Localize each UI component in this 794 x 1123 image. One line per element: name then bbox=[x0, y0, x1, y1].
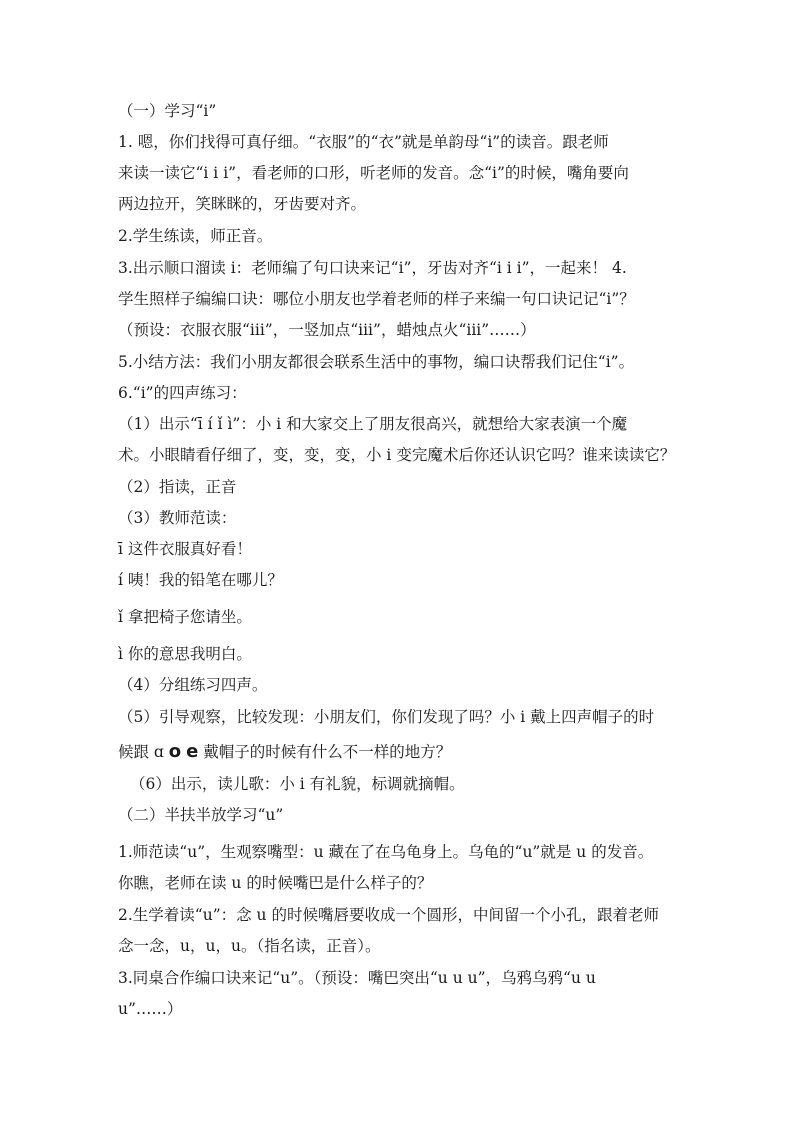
paragraph-line: 念一念，u，u，u。（指名读，正音）。 bbox=[118, 937, 381, 955]
paragraph-line: 来读一读它“i i i”，看老师的口形，听老师的发音。念“i”的时候，嘴角要向 bbox=[118, 164, 629, 182]
paragraph-line: 2.生学着读“u”：念 u 的时候嘴唇要收成一个圆形，中间留一个小孔，跟着老师 bbox=[118, 906, 659, 924]
vowel-e: e bbox=[186, 741, 199, 762]
vowel-o: o bbox=[168, 741, 182, 762]
section-heading-u: （二）半扶半放学习“u” bbox=[118, 806, 284, 824]
paragraph-line: 2.学生练读，师正音。 bbox=[118, 227, 273, 245]
paragraph-line: （5）引导观察，比较发现：小朋友们，你们发现了吗？小 i 戴上四声帽子的时 bbox=[118, 708, 655, 726]
paragraph-line bbox=[118, 741, 451, 763]
text-segment: 戴帽子的时候有什么不一样的地方？ bbox=[198, 743, 452, 761]
paragraph-line: （2）指读，正音 bbox=[118, 478, 237, 496]
paragraph-line: （3）教师范读： bbox=[118, 509, 237, 527]
paragraph-line: 3.同桌合作编口诀来记“u”。（预设：嘴巴突出“u u u”，乌鸦乌鸦“u u bbox=[118, 969, 596, 987]
tone-line-1: ī 这件衣服真好看！ bbox=[118, 540, 252, 558]
paragraph-line: 两边拉开，笑眯眯的，牙齿要对齐。 bbox=[118, 195, 367, 213]
paragraph-line: 学生照样子编编口诀：哪位小朋友也学着老师的样子来编一句口诀记记“i”？ bbox=[118, 290, 635, 308]
paragraph-line: 你瞧，老师在读 u 的时候嘴巴是什么样子的？ bbox=[118, 874, 433, 892]
tone-line-2: í 咦！我的铅笔在哪儿？ bbox=[118, 571, 283, 589]
paragraph-line: 3.出示顺口溜读 i：老师编了句口诀来记“i”，牙齿对齐“i i i”，一起来！ 4. bbox=[118, 259, 627, 277]
section-heading-i: （一）学习“i” bbox=[118, 102, 217, 120]
paragraph-line: （1）出示“ī í ǐ ì”：小 i 和大家交上了朋友很高兴，就想给大家表演一个魔 bbox=[118, 415, 628, 433]
text-segment: 候跟 ɑ bbox=[118, 743, 169, 761]
paragraph-line: （4）分组练习四声。 bbox=[118, 676, 268, 694]
paragraph-line: 1. 嗯，你们找得可真仔细。“衣服”的“衣”就是单韵母“i”的读音。跟老师 bbox=[118, 133, 609, 151]
paragraph-line: （6）出示，读儿歌：小 i 有礼貌，标调就摘帽。 bbox=[130, 775, 465, 793]
tone-line-4: ì 你的意思我明白。 bbox=[118, 645, 252, 663]
paragraph-line: 5.小结方法：我们小朋友都很会联系生活中的事物，编口诀帮我们记住“i”。 bbox=[118, 353, 635, 371]
tone-line-3: ǐ 拿把椅子您请坐。 bbox=[118, 608, 252, 626]
paragraph-line: 术。小眼睛看仔细了，变，变，变，小 i 变完魔术后你还认识它吗？谁来读读它？ bbox=[118, 446, 676, 464]
paragraph-line: 6.“i”的四声练习： bbox=[118, 384, 247, 402]
paragraph-line: （预设：衣服衣服“iii”，一竖加点“iii”，蜡烛点火“iii”……） bbox=[118, 321, 536, 339]
paragraph-line: 1.师范读“u”，生观察嘴型：u 藏在了在乌龟身上。乌龟的“u”就是 u 的发音。 bbox=[118, 843, 654, 861]
paragraph-line: u”……） bbox=[118, 1000, 183, 1018]
